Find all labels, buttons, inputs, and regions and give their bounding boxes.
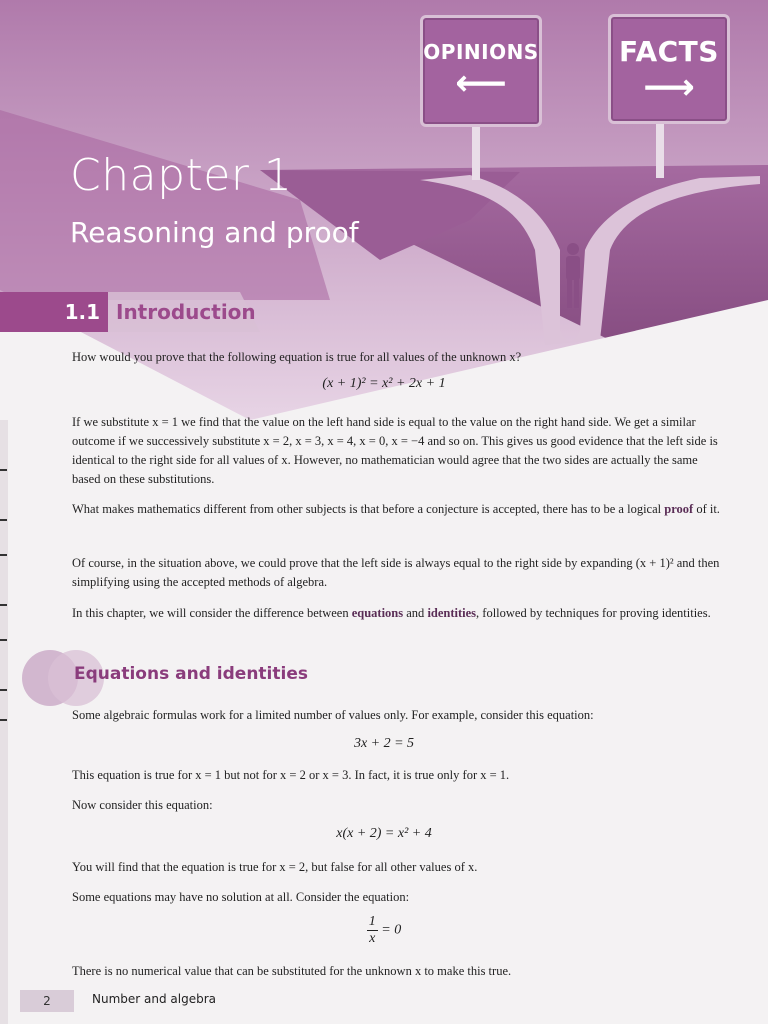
intro-paragraph-3: Of course, in the situation above, we could prove that the left side is always equal to the right side by expanding (x + 1)² and then simplifying using the accepted methods of algebra.: [72, 556, 720, 589]
page-number: 2: [20, 990, 74, 1012]
subsection-paragraph-2: This equation is true for x = 1 but not for x = 2 or x = 3. In fact, it is true only for x = 1.: [72, 768, 510, 782]
section-title: Introduction: [116, 300, 256, 324]
intro-question: How would you prove that the following equation is true for all values of the unknown x?: [72, 350, 522, 364]
subsection-paragraph-3: Now consider this equation:: [72, 798, 213, 812]
signpost-opinions: [420, 15, 542, 127]
sign-facts-label: FACTS: [619, 35, 719, 68]
equation-3x-plus-2: 3x + 2 = 5: [353, 736, 415, 751]
intro-paragraph-4: [72, 604, 722, 623]
chapter-title: Reasoning and proof: [70, 216, 359, 249]
sign-opinions-label: OPINIONS: [423, 40, 539, 64]
fraction: [367, 914, 378, 947]
signpost-facts: [608, 14, 730, 124]
subsection-paragraph-1: Some algebraic formulas work for a limited number of values only. For example, consider this equation:: [72, 708, 594, 722]
para2-text-b: of it.: [693, 502, 720, 516]
equation-identity: (x + 1)² = x² + 2x + 1: [322, 376, 446, 391]
equation-x-times-x-plus-2: x(x + 2) = x² + 4: [336, 826, 432, 841]
subsection-paragraph-6: There is no numerical value that can be substituted for the unknown x to make this true.: [72, 964, 512, 978]
para4-text-mid: and: [403, 606, 428, 620]
para4-text-b: , followed by techniques for proving identities.: [476, 606, 711, 620]
intro-paragraph-2: [72, 500, 722, 519]
footer-section-name: Number and algebra: [92, 992, 217, 1006]
arrow-right-icon: ⟶: [643, 67, 695, 108]
equation-rhs: = 0: [377, 922, 402, 938]
para4-text-a: In this chapter, we will consider the difference between: [72, 606, 352, 620]
keyword-equations: equations: [351, 606, 404, 620]
subsection-title: Equations and identities: [74, 664, 308, 684]
keyword-identities: identities: [427, 606, 477, 620]
keyword-proof: proof: [664, 502, 694, 516]
para2-text-a: What makes mathematics different from other subjects is that before a conjecture is accepted, there has to be a logical: [72, 502, 665, 516]
subsection-paragraph-5: Some equations may have no solution at all. Consider the equation:: [72, 890, 410, 904]
fraction-denominator: x: [369, 931, 376, 946]
intro-paragraph-1: If we substitute x = 1 we find that the value on the left hand side is equal to the value on the right hand side. We get a similar outcome if we successively substitute x = 2, x = 3, x = 4, x = 0, x = −4 and so on. This gives us good evidence that the left side is identical to the right side for all values of x. However, no mathematician would agree that the two sides are actually the same based on these substitutions.: [72, 415, 718, 486]
section-number: 1.1: [0, 292, 108, 332]
chapter-label: Chapter 1: [70, 150, 293, 201]
equation-one-over-x: [0, 914, 768, 947]
arrow-left-icon: ⟵: [455, 63, 507, 104]
fraction-numerator: 1: [368, 914, 376, 929]
subsection-paragraph-4: You will find that the equation is true for x = 2, but false for all other values of x.: [72, 860, 478, 874]
